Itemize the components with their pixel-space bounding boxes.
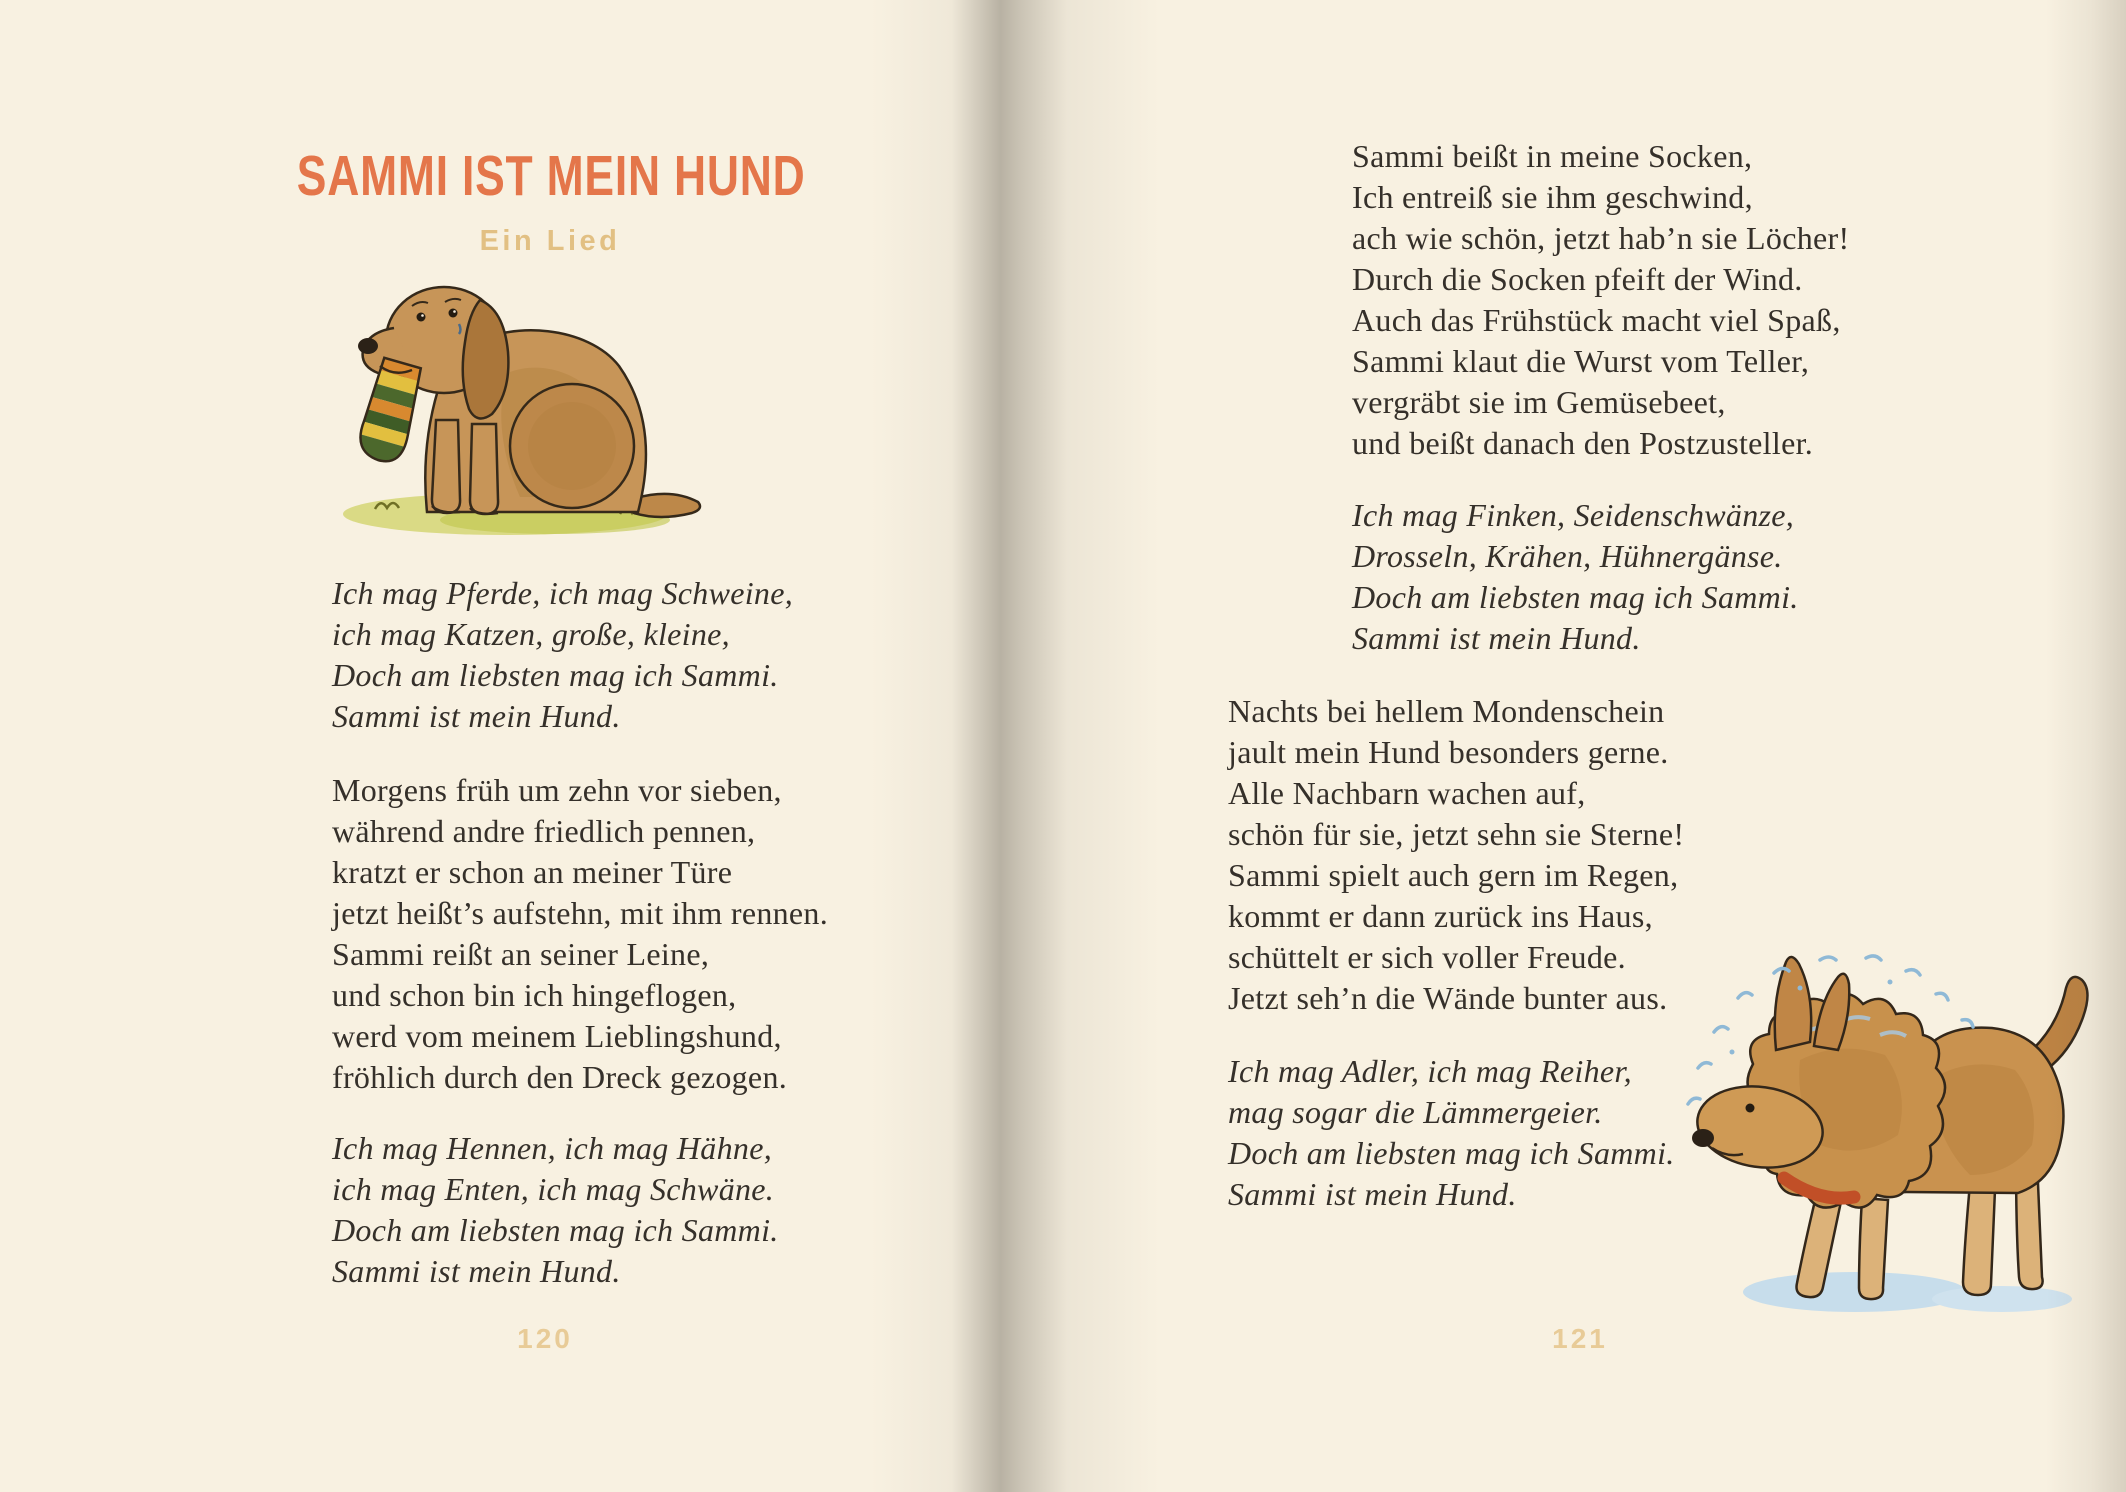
page-number-left: 120 bbox=[517, 1323, 573, 1354]
stanza bbox=[1228, 691, 1684, 1019]
poem-line: Morgens früh um zehn vor sieben, bbox=[332, 772, 782, 808]
poem-line: Doch am liebsten mag ich Sammi. bbox=[332, 1212, 779, 1248]
dog-ear bbox=[463, 300, 509, 418]
poem-line: Drosseln, Krähen, Hühnergänse. bbox=[1352, 538, 1783, 574]
stanza bbox=[1352, 136, 1849, 464]
poem-line: Sammi ist mein Hund. bbox=[1228, 1176, 1517, 1212]
dog-eye bbox=[1746, 1104, 1755, 1113]
dog-nose bbox=[358, 338, 378, 354]
poem-line: fröhlich durch den Dreck gezogen. bbox=[332, 1059, 788, 1095]
poem-line: kratzt er schon an meiner Türe bbox=[332, 854, 733, 890]
stanza bbox=[332, 1128, 779, 1292]
poem-line: vergräbt sie im Gemüsebeet, bbox=[1352, 384, 1726, 420]
poem-line: Nachts bei hellem Mondenschein bbox=[1228, 693, 1665, 729]
poem-line: ach wie schön, jetzt hab’n sie Löcher! bbox=[1352, 220, 1850, 256]
shaking-dog-illustration bbox=[1680, 940, 2100, 1315]
poem-line: kommt er dann zurück ins Haus, bbox=[1228, 898, 1653, 934]
poem-line: und schon bin ich hingeflogen, bbox=[332, 977, 737, 1013]
page-number-right: 121 bbox=[1552, 1323, 1608, 1354]
dog-tail bbox=[634, 494, 700, 517]
poem-line: Sammi beißt in meine Socken, bbox=[1352, 138, 1753, 174]
stanza bbox=[1228, 1051, 1675, 1215]
poem-line: Sammi reißt an seiner Leine, bbox=[332, 936, 710, 972]
poem-line: Sammi ist mein Hund. bbox=[332, 698, 621, 734]
poem-line: ich mag Enten, ich mag Schwäne. bbox=[332, 1171, 775, 1207]
dog-nose bbox=[1692, 1129, 1714, 1147]
poem-line: jetzt heißt’s aufstehn, mit ihm rennen. bbox=[332, 895, 829, 931]
poem-line: Auch das Frühstück macht viel Spaß, bbox=[1352, 302, 1841, 338]
poem-line: Doch am liebsten mag ich Sammi. bbox=[1352, 579, 1799, 615]
poem-line: werd vom meinem Lieblingshund, bbox=[332, 1018, 782, 1054]
poem-line: Sammi ist mein Hund. bbox=[332, 1253, 621, 1289]
poem-line: Ich mag Adler, ich mag Reiher, bbox=[1228, 1053, 1632, 1089]
poem-line: Alle Nachbarn wachen auf, bbox=[1228, 775, 1586, 811]
stanza bbox=[1352, 495, 1799, 659]
title-block bbox=[225, 144, 875, 208]
poem-line: Sammi spielt auch gern im Regen, bbox=[1228, 857, 1679, 893]
poem-line: schüttelt er sich voller Freude. bbox=[1228, 939, 1626, 975]
poem-line: mag sogar die Lämmergeier. bbox=[1228, 1094, 1603, 1130]
poem-line: und beißt danach den Postzusteller. bbox=[1352, 425, 1814, 461]
poem-line: Ich mag Finken, Seidenschwänze, bbox=[1352, 497, 1795, 533]
sitting-dog-with-sock-illustration bbox=[320, 262, 720, 552]
poem-line: Ich mag Hennen, ich mag Hähne, bbox=[332, 1130, 772, 1166]
poem-line: Sammi klaut die Wurst vom Teller, bbox=[1352, 343, 1810, 379]
poem-line: während andre friedlich pennen, bbox=[332, 813, 756, 849]
stanza bbox=[332, 770, 828, 1098]
poem-line: jault mein Hund besonders gerne. bbox=[1228, 734, 1669, 770]
poem-line: Sammi ist mein Hund. bbox=[1352, 620, 1641, 656]
poem-line: ich mag Katzen, große, kleine, bbox=[332, 616, 730, 652]
poem-line: Ich mag Pferde, ich mag Schweine, bbox=[332, 575, 794, 611]
book-gutter-shadow bbox=[870, 0, 1160, 1492]
poem-title: SAMMI IST MEIN HUND bbox=[296, 144, 806, 208]
poem-line: Jetzt seh’n die Wände bunter aus. bbox=[1228, 980, 1668, 1016]
poem-line: schön für sie, jetzt sehn sie Sterne! bbox=[1228, 816, 1685, 852]
poem-line: Doch am liebsten mag ich Sammi. bbox=[1228, 1135, 1675, 1171]
poem-line: Doch am liebsten mag ich Sammi. bbox=[332, 657, 779, 693]
poem-subtitle: Ein Lied bbox=[479, 225, 621, 257]
poem-line: Durch die Socken pfeift der Wind. bbox=[1352, 261, 1803, 297]
stanza bbox=[332, 573, 793, 737]
poem-line: Ich entreiß sie ihm geschwind, bbox=[1352, 179, 1753, 215]
